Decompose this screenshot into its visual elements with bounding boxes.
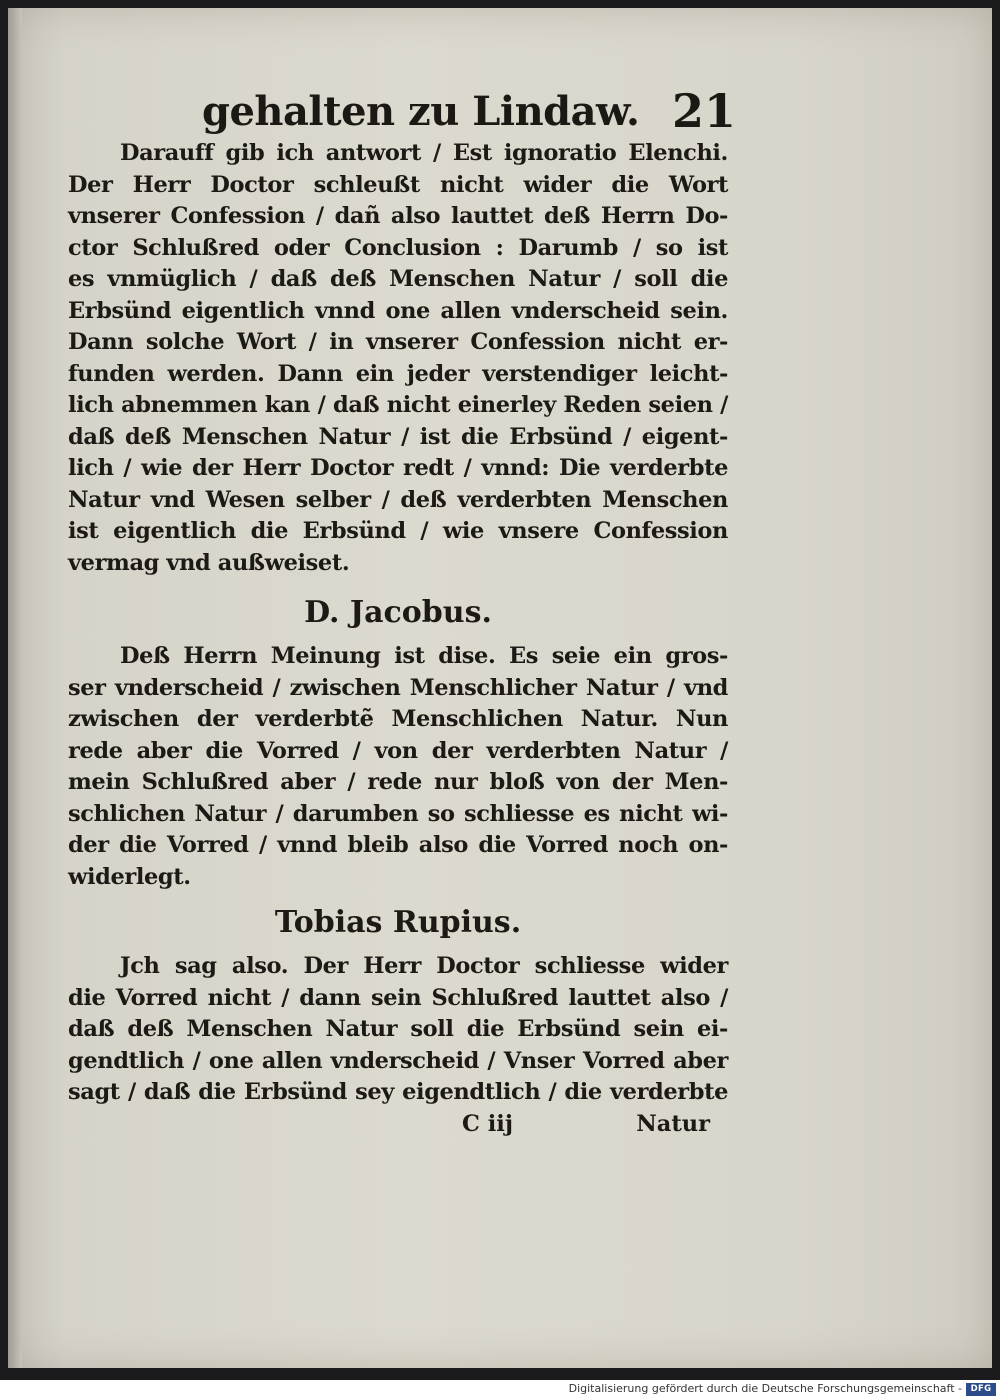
- text-line: der die Vorred / vnnd bleib also die Vorred noch on-: [68, 832, 728, 858]
- text-line: Jch sag also. Der Herr Doctor schliesse wider: [120, 953, 728, 979]
- text-line: es vnmüglich / daß deß Menschen Natur / soll die: [68, 266, 728, 292]
- paragraph-2: [68, 641, 728, 893]
- text-line: vnserer Confession / dañ also lauttet deß Herrn Do-: [68, 203, 728, 229]
- text-line: Darauff gib ich antwort / Est ignoratio Elenchi.: [120, 140, 728, 166]
- text-line: mein Schlußred aber / rede nur bloß von der Men-: [68, 769, 728, 795]
- signature-mark: C iij: [462, 1110, 513, 1137]
- text-line: lich abnemmen kan / daß nicht einerley Reden seien /: [68, 392, 728, 418]
- text-line: ser vnderscheid / zwischen Menschlicher Natur / vnd: [68, 674, 728, 701]
- running-head: gehalten zu Lindaw.: [202, 88, 640, 135]
- page-gutter-edge: [8, 8, 22, 1368]
- digitization-credit: Digitalisierung gefördert durch die Deutsche Forschungsgemeinschaft -: [568, 1382, 962, 1395]
- speaker-heading-jacobus: D. Jacobus.: [304, 595, 492, 630]
- text-line: lich / wie der Herr Doctor redt / vnnd: Die verderbte: [68, 455, 728, 481]
- text-line: Der Herr Doctor schleußt nicht wider die Wort: [68, 171, 728, 198]
- text-line: rede aber die Vorred / von der verderbten Natur /: [68, 737, 728, 764]
- text-line: funden werden. Dann ein jeder verstendiger leicht-: [68, 360, 728, 387]
- dfg-logo: DFG: [966, 1383, 996, 1396]
- page-number: 21: [671, 84, 736, 138]
- text-line: Dann solche Wort / in vnserer Confession nicht er-: [68, 329, 728, 355]
- text-line: Natur vnd Wesen selber / deß verderbten Menschen: [68, 486, 728, 513]
- catchword: Natur: [636, 1110, 710, 1137]
- text-line: schlichen Natur / darumben so schliesse es nicht wi-: [68, 800, 728, 827]
- signature-line: [68, 1109, 728, 1143]
- credit-bar: [0, 1380, 1000, 1399]
- text-line: die Vorred nicht / dann sein Schlußred lauttet also /: [68, 984, 728, 1011]
- text-line: daß deß Menschen Natur soll die Erbsünd sein ei-: [68, 1016, 728, 1042]
- text-line: widerlegt.: [68, 863, 191, 890]
- text-line: Deß Herrn Meinung ist dise. Es seie ein gros-: [120, 643, 728, 669]
- text-line: ist eigentlich die Erbsünd / wie vnsere Confession: [68, 518, 728, 544]
- text-line: Erbsünd eigentlich vnnd one allen vnderscheid sein.: [68, 297, 728, 324]
- paragraph-3: [68, 951, 728, 1109]
- paragraph-1: [68, 138, 728, 579]
- text-line: gendtlich / one allen vnderscheid / Vnser Vorred aber: [68, 1047, 728, 1074]
- text-line: vermag vnd außweiset.: [68, 549, 350, 576]
- text-line: zwischen der verderbtẽ Menschlichen Natur. Nun: [68, 706, 728, 732]
- text-line: sagt / daß die Erbsünd sey eigendtlich / die verderbte: [68, 1079, 728, 1105]
- text-line: daß deß Menschen Natur / ist die Erbsünd / eigent-: [68, 423, 728, 450]
- text-line: ctor Schlußred oder Conclusion : Darumb / so ist: [68, 234, 728, 261]
- text-block: [68, 138, 728, 1143]
- speaker-heading-rupius: Tobias Rupius.: [274, 905, 522, 940]
